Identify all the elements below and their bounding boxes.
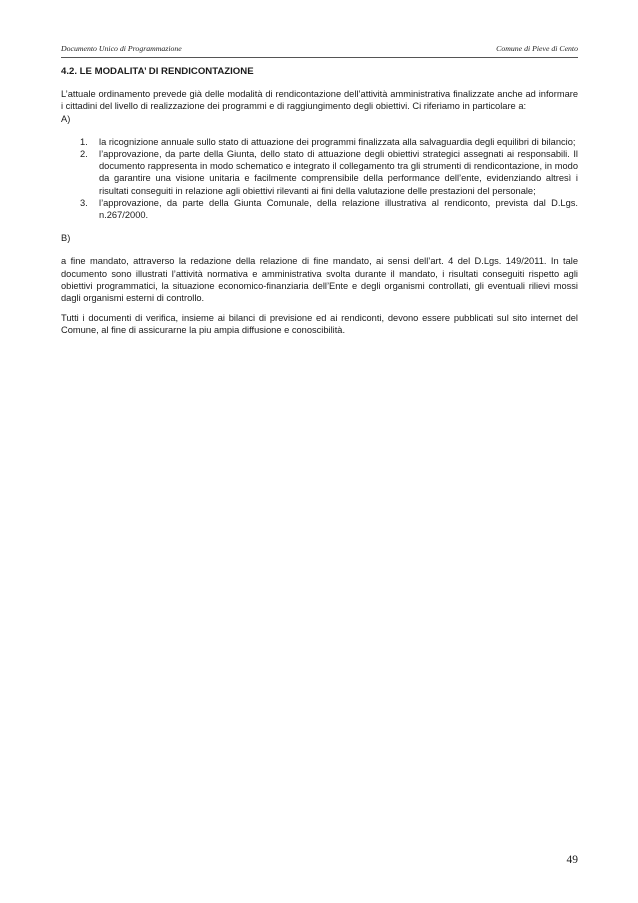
list-item-text: la ricognizione annuale sullo stato di attuazione dei programmi finalizzata alla salvaguardia degli equilibri di bilancio; <box>99 136 576 147</box>
list-item-number: 2. <box>80 149 88 160</box>
page-content <box>61 66 578 337</box>
list-label-a: A) <box>61 113 71 124</box>
list-item <box>61 197 578 221</box>
list-item-number: 1. <box>80 136 88 147</box>
list-item-text: l’approvazione, da parte della Giunta, dello stato di attuazione degli obiettivi strategici assegnati ai responsabili. Il documento rappresenta in modo schematico e integrato il collegamento tra gli strumenti di rendicontazione, in modo da garantire una visione unitaria e facilmente comprensibile della performance dell’ente, evidenziando altresì i risultati conseguiti in relazione agli obiettivi rilevanti ai fini della valutazione delle prestazioni del personale; <box>99 149 578 196</box>
page-number: 49 <box>566 854 578 866</box>
header-municipality: Comune di Pieve di Cento <box>496 44 578 53</box>
section-heading: 4.2. LE MODALITA’ DI RENDICONTAZIONE <box>61 66 254 77</box>
header-divider <box>61 57 578 58</box>
list-item <box>61 148 578 197</box>
list-item-number: 3. <box>80 197 88 208</box>
list-item-text: l’approvazione, da parte della Giunta Comunale, della relazione illustrativa al rendiconto, prevista dal D.Lgs. n.267/2000. <box>99 197 578 221</box>
end-of-mandate-paragraph: a fine mandato, attraverso la redazione della relazione di fine mandato, ai sensi dell’art. 4 del D.Lgs. 149/2011. In tale documento sono illustrati l’attività normativa e amministrativa svolta durante il mandato, i risultati conseguiti rispetto agli obiettivi programmatici, la situazione economico-finanziaria dell’Ente e degli organismi controllati, gli eventuali rilievi mossi dagli organismi esterni di controllo. <box>61 256 578 304</box>
closing-paragraph: Tutti i documenti di verifica, insieme ai bilanci di previsione ed ai rendiconti, devono essere pubblicati sul sito internet del Comune, al fine di assicurarne la piu ampia diffusione e conoscibilità. <box>61 313 578 336</box>
intro-paragraph: L’attuale ordinamento prevede già delle modalità di rendicontazione dell’attività amministrativa finalizzate anche ad informare i cittadini del livello di realizzazione dei programmi e di raggiungimento degli obiettivi. Ci riferiamo in particolare a: <box>61 89 578 112</box>
list-item <box>61 136 578 148</box>
list-label-b: B) <box>61 233 71 244</box>
header-document-title: Documento Unico di Programmazione <box>61 44 182 53</box>
reporting-list <box>61 136 578 221</box>
